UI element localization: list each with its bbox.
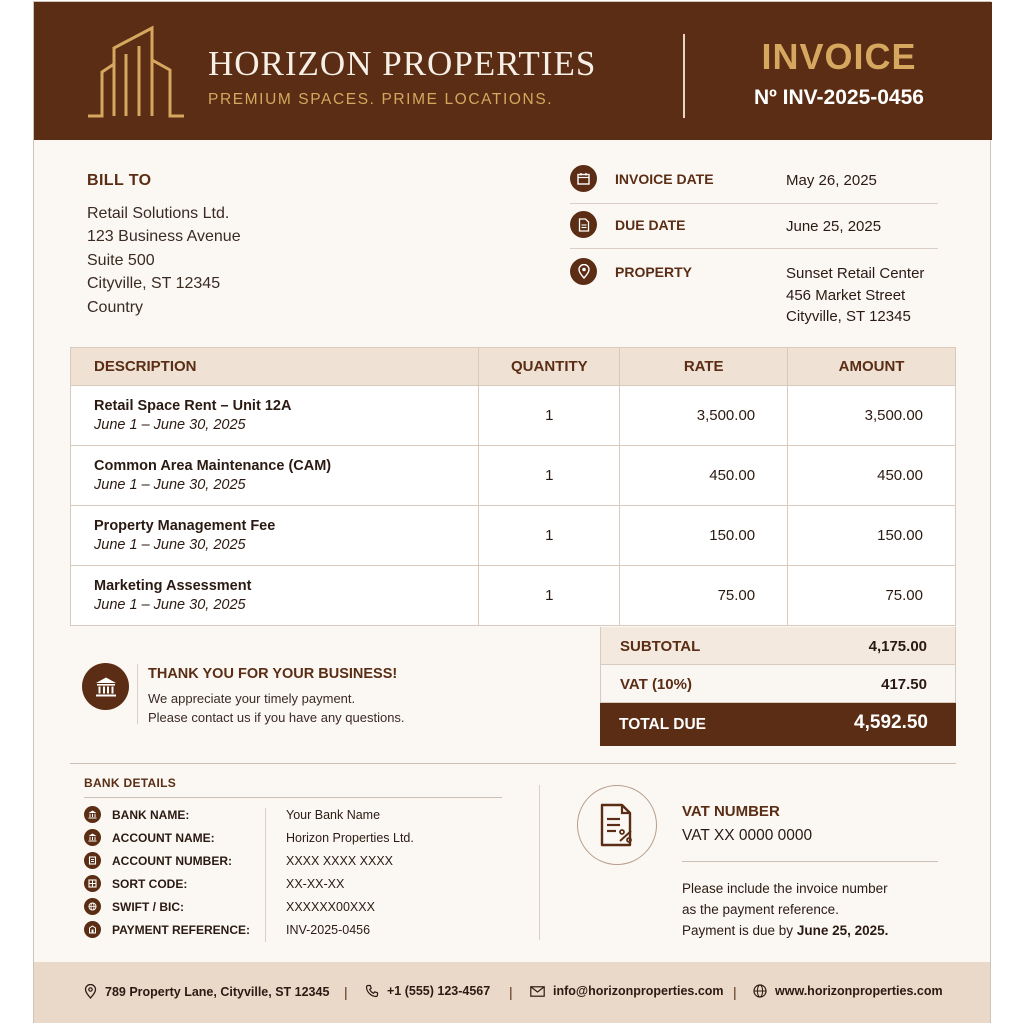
property-label: PROPERTY [615, 264, 693, 280]
footer-address-text: 789 Property Lane, Cityville, ST 12345 [105, 984, 330, 999]
bill-to-line: Cityville, ST 12345 [87, 275, 221, 293]
section-divider [70, 763, 956, 764]
thanks-divider [137, 664, 138, 724]
calendar-icon [570, 165, 597, 192]
item-description [71, 386, 479, 446]
thanks-title: THANK YOU FOR YOUR BUSINESS! [148, 666, 398, 682]
invoice-date-row [570, 165, 938, 195]
footer-section-divider [539, 785, 540, 940]
payment-due-prefix: Payment is due by [682, 923, 797, 938]
vat-number-title: VAT NUMBER [682, 803, 780, 820]
bank-title-underline [84, 797, 502, 798]
bank-details-title: BANK DETAILS [84, 776, 177, 790]
building-logo-icon [86, 24, 186, 119]
footer-website[interactable] [753, 984, 943, 998]
item-period: June 1 – June 30, 2025 [94, 417, 246, 433]
item-quantity: 1 [479, 386, 620, 446]
column-header: DESCRIPTION [71, 348, 479, 386]
reference-icon [84, 921, 101, 938]
bank-row [84, 874, 504, 894]
column-header: RATE [620, 348, 788, 386]
card-icon [84, 852, 101, 869]
document-title: INVOICE [761, 36, 917, 77]
vat-number-value: VAT XX 0000 0000 [682, 827, 813, 844]
footer-separator: | [344, 984, 348, 1000]
total-due-label: TOTAL DUE [619, 716, 706, 733]
meta-divider [570, 248, 938, 249]
line-items-table [70, 347, 956, 626]
item-description [71, 566, 479, 626]
brand-tagline: PREMIUM SPACES. PRIME LOCATIONS. [208, 91, 554, 108]
footer-phone [365, 984, 490, 998]
bank-value: INV-2025-0456 [286, 923, 371, 937]
invoice-page [33, 1, 991, 1023]
bank-value: Horizon Properties Ltd. [286, 831, 414, 845]
bank-label: SWIFT / BIC: [112, 900, 184, 914]
bank-row [84, 897, 504, 917]
bill-to-address [87, 202, 241, 319]
bank-icon [84, 829, 101, 846]
bank-label: BANK NAME: [112, 808, 190, 822]
item-rate: 75.00 [620, 566, 788, 626]
footer-email-text[interactable]: info@horizonproperties.com [553, 984, 724, 998]
vat-value: 417.50 [881, 676, 927, 693]
mail-icon [530, 986, 545, 997]
location-pin-icon [570, 258, 597, 285]
footer-website-text[interactable]: www.horizonproperties.com [775, 984, 943, 998]
property-line: 456 Market Street [786, 286, 906, 304]
item-quantity: 1 [479, 446, 620, 506]
footer-separator: | [733, 984, 737, 1000]
due-date-value: June 25, 2025 [786, 218, 882, 235]
grid-icon [84, 875, 101, 892]
payment-note-line: as the payment reference. [682, 902, 839, 917]
payment-note-line: Please include the invoice number [682, 881, 888, 896]
item-quantity: 1 [479, 506, 620, 566]
location-pin-icon [84, 984, 97, 999]
contact-footer [34, 962, 990, 1023]
item-rate: 450.00 [620, 446, 788, 506]
footer-email[interactable] [530, 984, 724, 998]
bill-to-line: Suite 500 [87, 251, 155, 269]
bank-row [84, 828, 504, 848]
footer-phone-text: +1 (555) 123-4567 [387, 984, 491, 998]
item-period: June 1 – June 30, 2025 [94, 597, 246, 613]
bank-value: XX-XX-XX [286, 877, 345, 891]
item-title: Common Area Maintenance (CAM) [94, 458, 332, 474]
item-title: Property Management Fee [94, 518, 276, 534]
bank-value: Your Bank Name [286, 808, 381, 822]
bank-value: XXXXXX00XXX [286, 900, 375, 914]
meta-divider [570, 203, 938, 204]
phone-icon [365, 984, 379, 998]
payment-note [682, 878, 888, 941]
column-header: AMOUNT [788, 348, 956, 386]
brand-name: HORIZON PROPERTIES [208, 44, 597, 83]
due-date-row [570, 211, 938, 241]
document-icon [570, 211, 597, 238]
bank-label: ACCOUNT NAME: [112, 831, 215, 845]
bank-icon [84, 806, 101, 823]
item-amount: 150.00 [788, 506, 956, 566]
due-date-label: DUE DATE [615, 217, 686, 233]
bank-row [84, 920, 504, 940]
payment-note-line [682, 920, 888, 941]
bill-to-line: 123 Business Avenue [87, 228, 241, 246]
total-due-value: 4,592.50 [854, 712, 928, 733]
total-due-row [600, 703, 956, 746]
invoice-date-value: May 26, 2025 [786, 172, 877, 189]
table-row [71, 446, 956, 506]
bank-label: ACCOUNT NUMBER: [112, 854, 232, 868]
bank-label: SORT CODE: [112, 877, 188, 891]
property-row [570, 258, 938, 328]
item-description [71, 446, 479, 506]
footer-address [84, 984, 329, 999]
vat-label: VAT (10%) [620, 676, 692, 693]
bank-label: PAYMENT REFERENCE: [112, 923, 251, 937]
globe-icon [753, 984, 767, 998]
property-line: Cityville, ST 12345 [786, 308, 911, 325]
invoice-date-label: INVOICE DATE [615, 171, 714, 187]
bill-to-line: Country [87, 298, 144, 316]
subtotal-label: SUBTOTAL [620, 638, 701, 655]
invoice-header [34, 2, 992, 140]
item-rate: 150.00 [620, 506, 788, 566]
invoice-number: Nº INV-2025-0456 [754, 86, 924, 109]
bank-value: XXXX XXXX XXXX [286, 854, 393, 868]
payment-due-date: June 25, 2025. [796, 923, 889, 938]
property-address [786, 263, 924, 328]
globe-icon [84, 898, 101, 915]
table-row [71, 386, 956, 446]
item-rate: 3,500.00 [620, 386, 788, 446]
header-divider [683, 34, 685, 118]
column-header: QUANTITY [479, 348, 620, 386]
subtotal-row [600, 627, 956, 665]
item-amount: 75.00 [788, 566, 956, 626]
bill-to-title: BILL TO [87, 172, 152, 189]
thanks-message: Please contact us if you have any questions. [148, 710, 405, 725]
totals-box [600, 627, 956, 746]
thanks-message: We appreciate your timely payment. [148, 691, 356, 706]
footer-separator: | [509, 984, 513, 1000]
tax-document-icon [577, 785, 657, 865]
bank-row [84, 851, 504, 871]
table-header-row [71, 348, 956, 386]
item-amount: 3,500.00 [788, 386, 956, 446]
table-row [71, 566, 956, 626]
vat-row [600, 665, 956, 703]
table-row [71, 506, 956, 566]
item-title: Retail Space Rent – Unit 12A [94, 398, 292, 414]
vat-divider [682, 861, 938, 862]
property-line: Sunset Retail Center [786, 265, 925, 282]
subtotal-value: 4,175.00 [868, 638, 927, 655]
item-amount: 450.00 [788, 446, 956, 506]
item-quantity: 1 [479, 566, 620, 626]
item-title: Marketing Assessment [94, 578, 252, 594]
bank-row [84, 805, 504, 825]
bank-building-icon [82, 663, 129, 710]
item-period: June 1 – June 30, 2025 [94, 537, 246, 553]
bill-to-line: Retail Solutions Ltd. [87, 205, 230, 222]
item-description [71, 506, 479, 566]
item-period: June 1 – June 30, 2025 [94, 477, 246, 493]
